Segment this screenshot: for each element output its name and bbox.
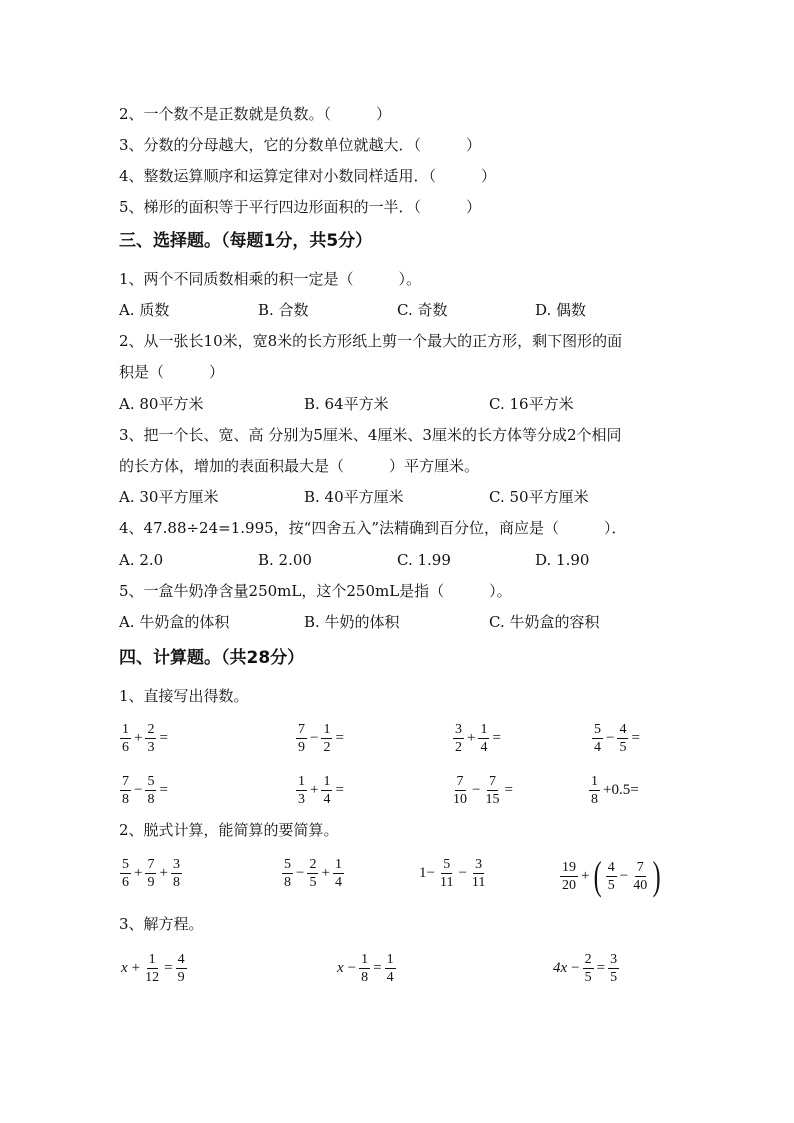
fraction bbox=[560, 859, 578, 894]
section4-title: 四、计算题。（共28分） bbox=[119, 648, 305, 668]
denominator: 8 bbox=[122, 792, 129, 807]
q2-option-a: A. 80平方米 bbox=[119, 395, 204, 413]
numerator: 1 bbox=[122, 722, 129, 737]
denominator: 8 bbox=[361, 970, 369, 985]
denominator: 11 bbox=[471, 875, 486, 890]
fraction bbox=[171, 856, 182, 891]
math-symbol: = bbox=[335, 782, 344, 798]
fraction bbox=[583, 951, 594, 986]
math-symbol: = bbox=[159, 730, 168, 746]
numerator: 3 bbox=[610, 952, 618, 967]
numerator: 7 bbox=[147, 857, 155, 872]
fraction bbox=[282, 856, 293, 891]
q1-text: 1、两个不同质数相乘的积一定是（ ）。 bbox=[119, 270, 422, 288]
fraction bbox=[617, 721, 628, 756]
calc-r3-e3 bbox=[417, 856, 488, 891]
q1-option-b: B. 合数 bbox=[258, 301, 309, 319]
q5-option-a: A. 牛奶盒的体积 bbox=[119, 613, 230, 631]
denominator: 4 bbox=[594, 740, 601, 755]
q4-option-d: D. 1.90 bbox=[535, 551, 590, 569]
denominator: 9 bbox=[298, 740, 305, 755]
fraction bbox=[120, 856, 131, 891]
denominator: 10 bbox=[453, 792, 467, 807]
fraction bbox=[120, 721, 131, 756]
calc-r2-e1 bbox=[119, 773, 170, 808]
numerator: 4 bbox=[177, 952, 185, 967]
math-symbol: = bbox=[504, 782, 513, 798]
denominator: 8 bbox=[284, 875, 291, 890]
calc-r1-e1 bbox=[119, 721, 170, 756]
q2-line1: 2、从一张长10米，宽8米的长方形纸上剪一个最大的正方形，剩下图形的面 bbox=[119, 332, 623, 350]
numerator: 5 bbox=[443, 857, 451, 872]
fraction bbox=[438, 856, 455, 891]
right-paren: ) bbox=[652, 853, 661, 898]
fraction bbox=[451, 773, 469, 808]
denominator: 40 bbox=[633, 877, 648, 893]
numerator: 1 bbox=[298, 774, 305, 789]
q4-option-b: B. 2.00 bbox=[258, 551, 312, 569]
math-symbol: − bbox=[606, 730, 615, 746]
math-symbol: = bbox=[164, 960, 173, 976]
math-symbol: − bbox=[458, 865, 467, 881]
fraction bbox=[120, 773, 131, 808]
fraction bbox=[589, 773, 600, 808]
numerator: 7 bbox=[122, 774, 129, 789]
fraction bbox=[606, 859, 617, 894]
judge-item-4: 4、整数运算顺序和运算定律对小数同样适用．（ ） bbox=[119, 167, 497, 185]
math-symbol: − bbox=[310, 730, 319, 746]
denominator: 9 bbox=[147, 875, 155, 890]
math-symbol: + bbox=[131, 960, 141, 976]
q4-option-a: A. 2.0 bbox=[119, 551, 164, 569]
denominator: 8 bbox=[591, 792, 598, 807]
fraction bbox=[631, 859, 649, 894]
numerator: 1 bbox=[323, 722, 331, 737]
q5-text: 5、一盒牛奶净含量250mL，这个250mL是指（ ）。 bbox=[119, 582, 512, 600]
denominator: 2 bbox=[323, 740, 331, 755]
denominator: 4 bbox=[386, 970, 394, 985]
denominator: 5 bbox=[619, 740, 627, 755]
q5-option-b: B. 牛奶的体积 bbox=[304, 613, 400, 631]
numerator: 5 bbox=[147, 774, 155, 789]
numerator: 1 bbox=[591, 774, 598, 789]
fraction bbox=[296, 773, 307, 808]
equation-2 bbox=[335, 951, 397, 986]
denominator: 6 bbox=[122, 740, 129, 755]
judge-item-3: 3、分数的分母越大，它的分数单位就越大．（ ） bbox=[119, 136, 482, 154]
calc-part2-label: 2、脱式计算，能简算的要简算。 bbox=[119, 821, 339, 839]
math-symbol: − bbox=[134, 782, 143, 798]
math-symbol: 4x bbox=[553, 960, 568, 976]
numerator: 1 bbox=[323, 774, 331, 789]
math-symbol: x bbox=[337, 960, 344, 976]
fraction bbox=[307, 856, 318, 891]
numerator: 3 bbox=[475, 857, 483, 872]
denominator: 5 bbox=[607, 877, 615, 893]
fraction bbox=[483, 773, 501, 808]
numerator: 7 bbox=[488, 774, 496, 789]
denominator: 8 bbox=[172, 875, 180, 890]
math-symbol: + bbox=[467, 730, 476, 746]
q4-option-c: C. 1.99 bbox=[397, 551, 451, 569]
q1-option-a: A. 质数 bbox=[119, 301, 170, 319]
denominator: 3 bbox=[147, 740, 155, 755]
calc-r3-e4 bbox=[559, 853, 664, 898]
math-symbol: − bbox=[296, 865, 305, 881]
judge-item-5: 5、梯形的面积等于平行四边形面积的一半．（ ） bbox=[119, 198, 482, 216]
math-symbol: + bbox=[159, 865, 168, 881]
fraction bbox=[145, 721, 156, 756]
numerator: 1 bbox=[148, 952, 156, 967]
math-symbol: + bbox=[310, 782, 319, 798]
denominator: 4 bbox=[480, 740, 488, 755]
numerator: 1 bbox=[386, 952, 394, 967]
denominator: 4 bbox=[323, 792, 331, 807]
q1-option-d: D. 偶数 bbox=[535, 301, 587, 319]
fraction bbox=[321, 721, 332, 756]
math-symbol: = bbox=[335, 730, 344, 746]
denominator: 20 bbox=[562, 877, 576, 893]
fraction bbox=[145, 856, 156, 891]
q3-line2: 的长方体，增加的表面积最大是（ ）平方厘米。 bbox=[119, 457, 480, 475]
fraction bbox=[359, 951, 370, 986]
numerator: 3 bbox=[455, 722, 462, 737]
denominator: 9 bbox=[177, 970, 185, 985]
math-symbol: + bbox=[134, 865, 143, 881]
numerator: 4 bbox=[619, 722, 627, 737]
equation-3 bbox=[551, 951, 620, 986]
numerator: 4 bbox=[607, 859, 615, 875]
fraction bbox=[385, 951, 396, 986]
numerator: 1 bbox=[480, 722, 488, 737]
math-symbol: = bbox=[373, 960, 382, 976]
calc-r1-e4 bbox=[591, 721, 642, 756]
numerator: 7 bbox=[298, 722, 305, 737]
calc-r3-e1 bbox=[119, 856, 183, 891]
fraction bbox=[592, 721, 603, 756]
math-symbol: + bbox=[321, 865, 330, 881]
q4-text: 4、47.88÷24=1.995，按“四舍五入”法精确到百分位，商应是（ ）． bbox=[119, 519, 627, 537]
q3-option-c: C. 50平方厘米 bbox=[489, 488, 589, 506]
fraction bbox=[296, 721, 307, 756]
math-symbol: x bbox=[121, 960, 128, 976]
numerator: 1 bbox=[361, 952, 369, 967]
denominator: 8 bbox=[147, 792, 155, 807]
math-symbol: +0.5= bbox=[603, 782, 639, 798]
math-symbol: − bbox=[619, 867, 629, 884]
section3-title: 三、选择题。（每题1分，共5分） bbox=[119, 231, 373, 251]
math-symbol: − bbox=[347, 960, 357, 976]
calc-r1-e2 bbox=[295, 721, 346, 756]
numerator: 2 bbox=[147, 722, 155, 737]
denominator: 15 bbox=[485, 792, 500, 807]
q2-option-b: B. 64平方米 bbox=[304, 395, 389, 413]
q3-line1: 3、把一个长、宽、高 分别为5厘米、4厘米、3厘米的长方体等分成2个相同 bbox=[119, 426, 622, 444]
calc-r1-e3 bbox=[452, 721, 503, 756]
fraction bbox=[321, 773, 332, 808]
q2-option-c: C. 16平方米 bbox=[489, 395, 574, 413]
denominator: 5 bbox=[610, 970, 618, 985]
numerator: 2 bbox=[309, 857, 317, 872]
math-symbol: − bbox=[472, 782, 481, 798]
numerator: 7 bbox=[456, 774, 464, 789]
denominator: 5 bbox=[584, 970, 592, 985]
math-symbol: + bbox=[581, 867, 590, 884]
math-symbol: − bbox=[571, 960, 580, 976]
math-symbol: = bbox=[596, 960, 606, 976]
math-symbol: 1− bbox=[419, 865, 435, 881]
numerator: 2 bbox=[584, 952, 592, 967]
q5-option-c: C. 牛奶盒的容积 bbox=[489, 613, 600, 631]
fraction bbox=[143, 951, 161, 986]
denominator: 11 bbox=[439, 875, 454, 890]
fraction bbox=[176, 951, 187, 986]
math-symbol: = bbox=[159, 782, 168, 798]
numerator: 5 bbox=[122, 857, 129, 872]
calc-r2-e3 bbox=[450, 773, 515, 808]
math-symbol: = bbox=[492, 730, 501, 746]
equation-1 bbox=[119, 951, 188, 986]
calc-r2-e4 bbox=[588, 773, 641, 808]
fraction bbox=[453, 721, 464, 756]
q1-option-c: C. 奇数 bbox=[397, 301, 448, 319]
denominator: 3 bbox=[298, 792, 305, 807]
math-symbol: + bbox=[134, 730, 143, 746]
q3-option-a: A. 30平方厘米 bbox=[119, 488, 219, 506]
numerator: 3 bbox=[172, 857, 180, 872]
q3-option-b: B. 40平方厘米 bbox=[304, 488, 404, 506]
left-paren: ( bbox=[594, 853, 603, 898]
denominator: 2 bbox=[455, 740, 462, 755]
math-symbol: = bbox=[631, 730, 640, 746]
numerator: 1 bbox=[334, 857, 342, 872]
calc-part3-label: 3、解方程。 bbox=[119, 915, 204, 933]
fraction bbox=[608, 951, 619, 986]
judge-item-2: 2、一个数不是正数就是负数。（ ） bbox=[119, 105, 392, 123]
calc-r3-e2 bbox=[281, 856, 345, 891]
fraction bbox=[333, 856, 344, 891]
calc-r2-e2 bbox=[295, 773, 346, 808]
calc-part1-label: 1、直接写出得数。 bbox=[119, 687, 249, 705]
numerator: 19 bbox=[562, 859, 576, 875]
fraction bbox=[470, 856, 487, 891]
q2-line2: 积是（ ） bbox=[119, 363, 225, 381]
denominator: 6 bbox=[122, 875, 129, 890]
denominator: 5 bbox=[309, 875, 317, 890]
numerator: 7 bbox=[636, 859, 644, 875]
fraction bbox=[478, 721, 489, 756]
denominator: 4 bbox=[334, 875, 342, 890]
numerator: 5 bbox=[594, 722, 601, 737]
fraction bbox=[145, 773, 156, 808]
denominator: 12 bbox=[145, 970, 160, 985]
numerator: 5 bbox=[284, 857, 291, 872]
